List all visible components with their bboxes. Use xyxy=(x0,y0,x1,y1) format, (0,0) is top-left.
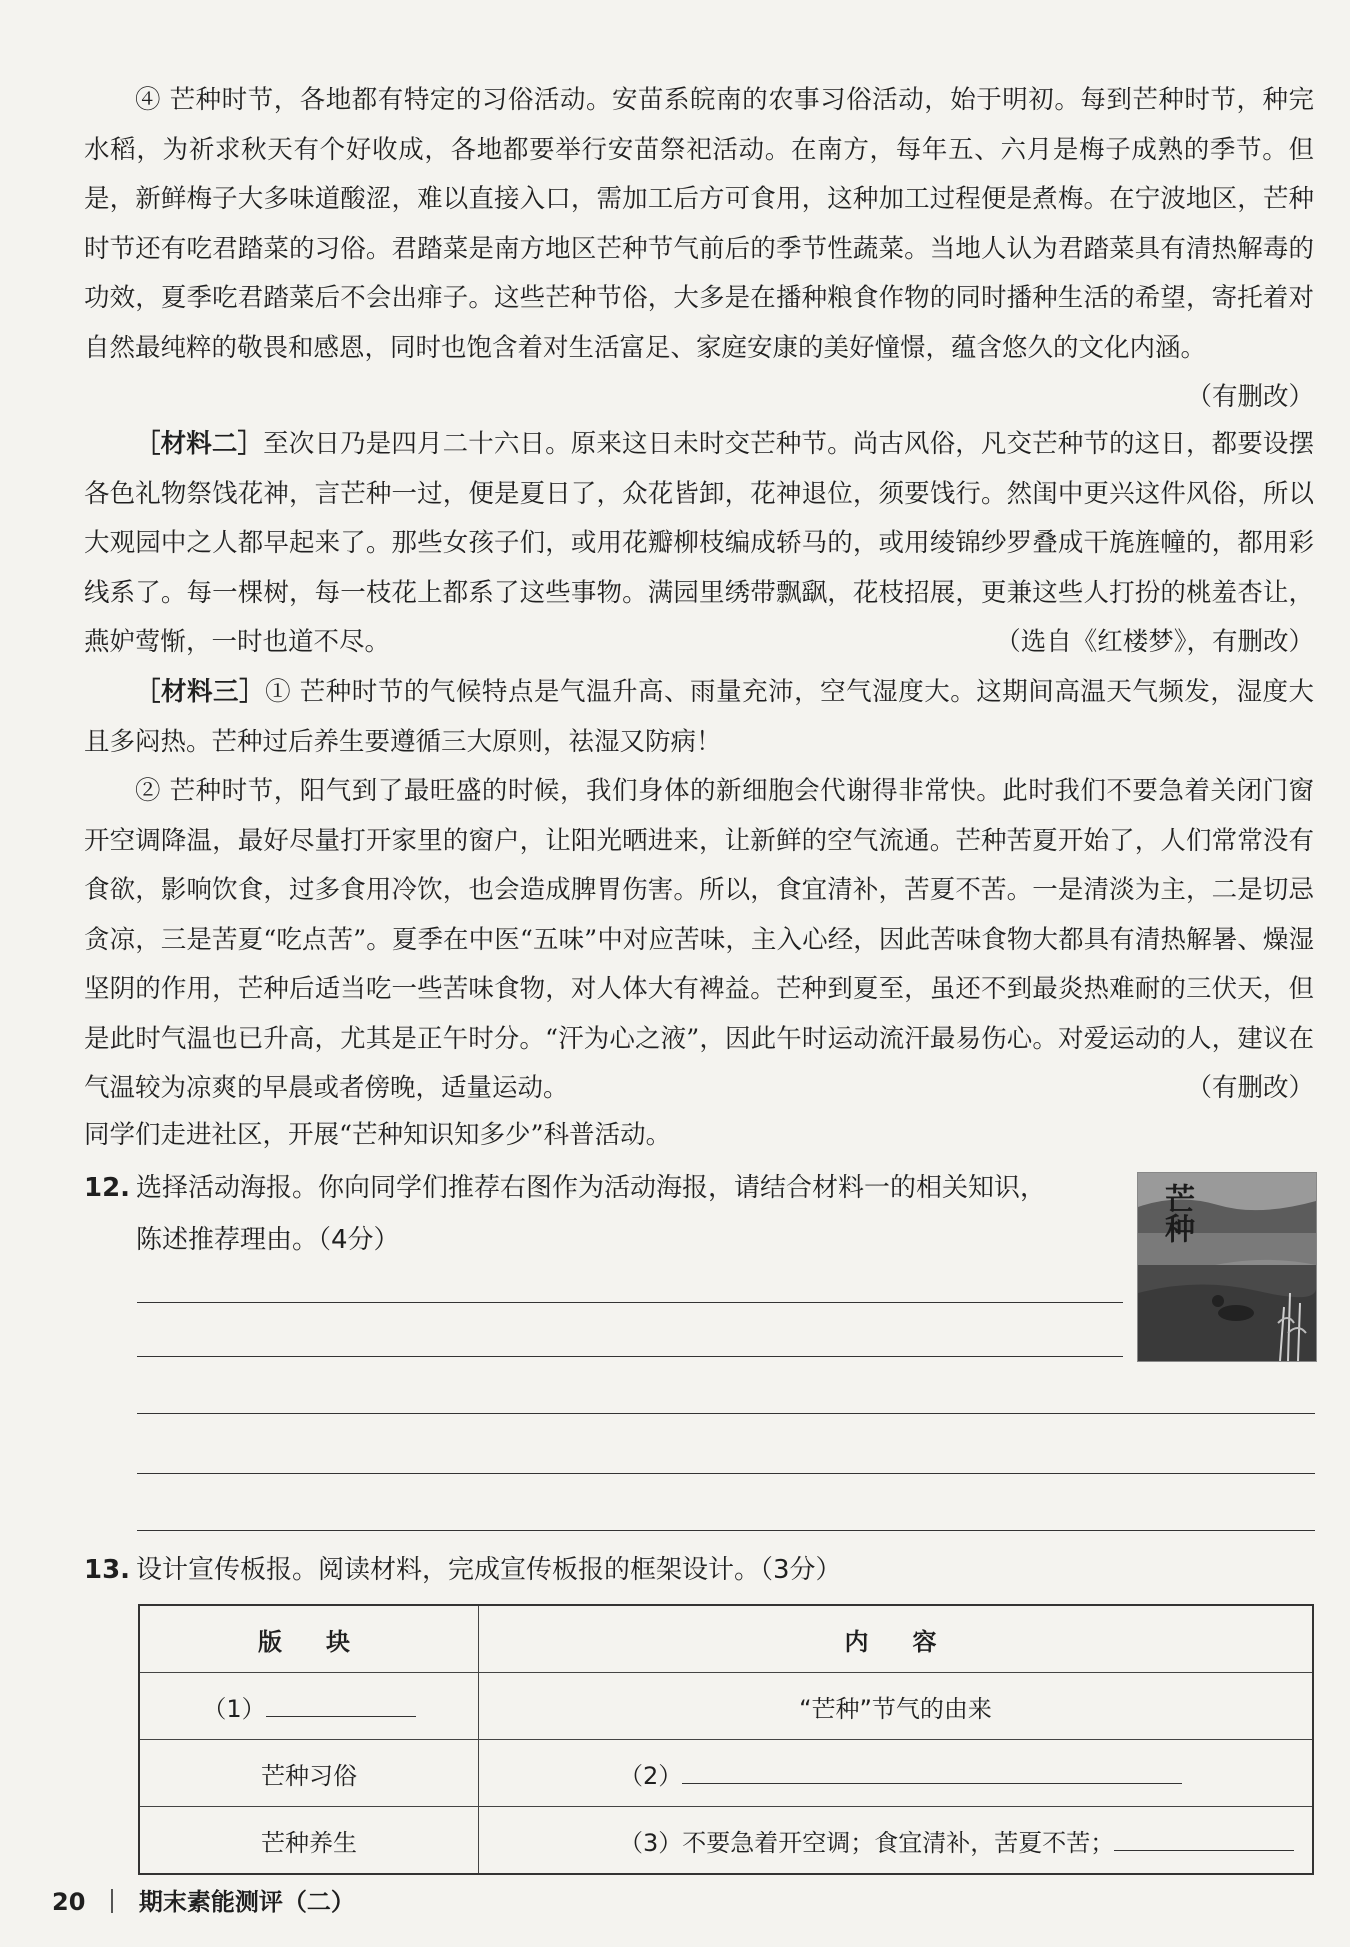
table-header-row xyxy=(139,1605,1313,1673)
table-cell: “芒种”节气的由来 xyxy=(479,1673,1314,1740)
paragraph-material-three: ［材料三］① 芒种时节的气候特点是气温升高、雨量充沛，空气湿度大。这期间高温天气频发，湿度大且多闷热。芒种过后养生要遵循三大原则，祛湿又防病！ xyxy=(84,677,1314,757)
paragraph-customs: ④ 芒种时节，各地都有特定的习俗活动。安苗系皖南的农事习俗活动，始于明初。每到芒种时节，种完水稻，为祈求秋天有个好收成，各地都要举行安苗祭祀活动。在南方，每年五、六月是梅子成熟的季节。但是，新鲜梅子大多味道酸涩，难以直接入口，需加工后方可食用，这种加工过程便是煮梅。在宁波地区，芒种时节还有吃君踏菜的习俗。君踏菜是南方地区芒种节气前后的季节性蔬菜。当地人认为君踏菜具有清热解毒的功效，夏季吃君踏菜后不会出痱子。这些芒种节俗，大多是在播种粮食作物的同时播种生活的希望，寄托着对自然最纯粹的敬畏和感恩，同时也饱含着对生活富足、家庭安康的美好憧憬，蕴含悠久的文化内涵。 （有删改） xyxy=(84,76,1314,423)
column-header-section: 版 块 xyxy=(139,1605,479,1673)
question-number: 13. xyxy=(84,1555,131,1585)
table-cell: 芒种养生 xyxy=(139,1807,479,1875)
source-note: （有删改） xyxy=(1186,382,1314,412)
question-13 xyxy=(84,1544,842,1596)
table-cell: （3）不要急着开空调；食宜清补，苦夏不苦； xyxy=(479,1807,1314,1875)
question-number: 12. xyxy=(84,1173,131,1203)
paragraph-material-two: ［材料二］至次日乃是四月二十六日。原来这日未时交芒种节。尚古风俗，凡交芒种节的这日，都要设摆各色礼物祭饯花神，言芒种一过，便是夏日了，众花皆卸，花神退位，须要饯行。然闺中更兴这件风俗，所以大观园中之人都早起来了。那些女孩子们，或用花瓣柳枝编成轿马的，或用绫锦纱罗叠成干旄旌幢的，都用彩线系了。每一棵树，每一枝花上都系了这些事物。满园里绣带飘飖，花枝招展，更兼这些人打扮的桃羞杏让，燕妒莺惭，一时也道不尽。 （选自《红楼梦》，有删改） xyxy=(84,420,1314,668)
board-design-table xyxy=(138,1604,1314,1875)
answer-line[interactable] xyxy=(137,1530,1315,1531)
table-cell: （1） xyxy=(139,1673,479,1740)
table-cell: 芒种习俗 xyxy=(139,1740,479,1807)
answer-line[interactable] xyxy=(137,1473,1315,1474)
poster-title: 芒种 xyxy=(1159,1183,1194,1243)
source-note: （有删改） xyxy=(1186,1073,1314,1103)
table-row xyxy=(139,1673,1313,1740)
divider xyxy=(111,1889,113,1913)
activity-intro: 同学们走进社区，开展“芒种知识知多少”科普活动。 xyxy=(84,1120,672,1150)
fill-blank[interactable] xyxy=(682,1783,1182,1784)
page-footer xyxy=(52,1882,355,1917)
answer-line[interactable] xyxy=(137,1302,1123,1303)
page-number: 20 xyxy=(52,1888,86,1916)
poster-image xyxy=(1137,1172,1317,1362)
footer-title: 期末素能测评（二） xyxy=(138,1888,355,1916)
source-note: （选自《红楼梦》，有删改） xyxy=(995,627,1314,657)
answer-line[interactable] xyxy=(137,1413,1315,1414)
question-12 xyxy=(84,1162,1124,1266)
material-tag: ［材料三］ xyxy=(135,677,266,707)
paragraph-health: ② 芒种时节，阳气到了最旺盛的时候，我们身体的新细胞会代谢得非常快。此时我们不要急着关闭门窗开空调降温，最好尽量打开家里的窗户，让阳光晒进来，让新鲜的空气流通。芒种苦夏开始了，人们常常没有食欲，影响饮食，过多食用冷饮，也会造成脾胃伤害。所以，食宜清补，苦夏不苦。一是清淡为主，二是切忌贪凉，三是苦夏“吃点苦”。夏季在中医“五味”中对应苦味，主入心经，因此苦味食物大都具有清热解暑、燥湿坚阴的作用，芒种后适当吃一些苦味食物，对人体大有裨益。芒种到夏至，虽还不到最炎热难耐的三伏天，但是此时气温也已升高，尤其是正午时分。“汗为心之液”，因此午时运动流汗最易伤心。对爱运动的人，建议在气温较为凉爽的早晨或者傍晚，适量运动。 （有删改） xyxy=(84,767,1314,1114)
question-text-continued: 陈述推荐理由。（4分） xyxy=(136,1225,400,1255)
column-header-content: 内 容 xyxy=(479,1605,1314,1673)
question-text: 设计宣传板报。阅读材料，完成宣传板报的框架设计。（3分） xyxy=(136,1555,842,1585)
table-row xyxy=(139,1740,1313,1807)
material-tag: ［材料二］ xyxy=(135,429,264,459)
fill-blank[interactable] xyxy=(266,1716,416,1717)
table-cell: （2） xyxy=(479,1740,1314,1807)
answer-line[interactable] xyxy=(137,1356,1123,1357)
question-text: 选择活动海报。你向同学们推荐右图作为活动海报，请结合材料一的相关知识， xyxy=(136,1173,1047,1203)
fill-blank[interactable] xyxy=(1114,1850,1294,1851)
table-row xyxy=(139,1807,1313,1875)
